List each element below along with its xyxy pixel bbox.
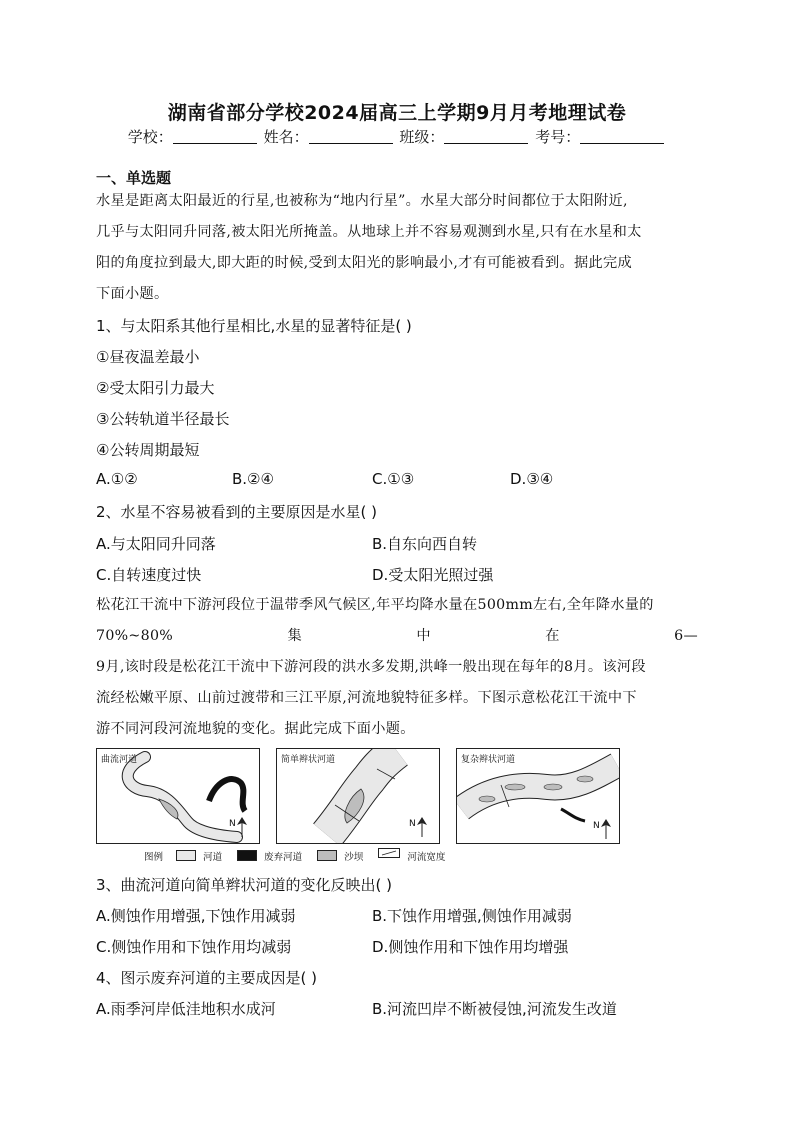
section-heading: 一、单选题	[96, 169, 172, 187]
north-arrow-icon	[415, 815, 429, 839]
passage-1	[96, 186, 698, 310]
river-width-icon	[378, 848, 400, 858]
panel-meandering	[96, 748, 260, 844]
q2-option-a[interactable]: A.与太阳同升同落	[96, 535, 216, 553]
passage-2	[96, 590, 698, 745]
passage-2-word: 集	[287, 628, 302, 644]
q3-stem: 3、曲流河道向简单辫状河道的变化反映出( )	[96, 876, 393, 894]
river-channel-figure	[96, 748, 622, 866]
q2-stem: 2、水星不容易被看到的主要原因是水星( )	[96, 503, 378, 521]
passage-2-line: 游不同河段河流地貌的变化。据此完成下面小题。	[96, 721, 415, 737]
north-arrow: N	[593, 821, 600, 831]
north-arrow-icon	[235, 815, 249, 839]
legend-swatch-abandoned	[237, 850, 257, 861]
north-arrow: N	[409, 819, 416, 829]
q1-item: ④公转周期最短	[96, 441, 200, 459]
name-blank[interactable]	[309, 129, 393, 144]
q1-item: ③公转轨道半径最长	[96, 410, 230, 428]
legend-title: 图例	[144, 851, 164, 863]
q3-option-a[interactable]: A.侧蚀作用增强,下蚀作用减弱	[96, 907, 296, 925]
passage-1-line: 水星是距离太阳最近的行星,也被称为“地内行星”。水星大部分时间都位于太阳附近,	[96, 193, 628, 209]
school-blank[interactable]	[173, 129, 257, 144]
north-arrow: N	[229, 819, 236, 829]
passage-2-justified-line	[96, 621, 698, 652]
school-label: 学校：	[127, 128, 173, 146]
panel-label: 简单辫状河道	[281, 755, 336, 765]
exam-no-blank[interactable]	[580, 129, 664, 144]
panel-label: 复杂辫状河道	[461, 755, 516, 765]
panel-complex-braided	[456, 748, 620, 844]
q2-option-d[interactable]: D.受太阳光照过强	[372, 566, 494, 584]
q1-option-a[interactable]: A.①②	[96, 470, 138, 488]
legend-item: 废弃河道	[264, 851, 303, 863]
q4-stem: 4、图示废弃河道的主要成因是( )	[96, 969, 318, 987]
legend-item: 沙坝	[344, 851, 364, 863]
exam-no-label: 考号：	[535, 128, 581, 146]
student-info-row	[0, 126, 794, 147]
passage-2-line: 流经松嫩平原、山前过渡带和三江平原,河流地貌特征多样。下图示意松花江干流中下	[96, 690, 637, 706]
q1-item: ②受太阳引力最大	[96, 379, 215, 397]
passage-2-line: 松花江干流中下游河段位于温带季风气候区,年平均降水量在500mm左右,全年降水量的	[96, 597, 654, 613]
passage-1-line: 下面小题。	[96, 286, 169, 302]
passage-2-line: 9月,该时段是松花江干流中下游河段的洪水多发期,洪峰一般出现在每年的8月。该河段	[96, 659, 646, 675]
passage-1-line: 几乎与太阳同升同落,被太阳光所掩盖。从地球上并不容易观测到水星,只有在水星和太	[96, 224, 642, 240]
q1-stem: 1、与太阳系其他行星相比,水星的显著特征是( )	[96, 317, 412, 335]
passage-1-line: 阳的角度拉到最大,即大距的时候,受到太阳光的影响最小,才有可能被看到。据此完成	[96, 255, 632, 271]
q1-option-c[interactable]: C.①③	[372, 470, 415, 488]
q3-option-b[interactable]: B.下蚀作用增强,侧蚀作用减弱	[372, 907, 572, 925]
q2-option-b[interactable]: B.自东向西自转	[372, 535, 478, 553]
panel-label: 曲流河道	[101, 755, 138, 765]
q3-option-d[interactable]: D.侧蚀作用和下蚀作用均增强	[372, 938, 569, 956]
q2-option-c[interactable]: C.自转速度过快	[96, 566, 202, 584]
panel-simple-braided	[276, 748, 440, 844]
class-blank[interactable]	[444, 129, 528, 144]
q1-option-b[interactable]: B.②④	[232, 470, 274, 488]
figure-legend	[144, 848, 445, 863]
class-label: 班级：	[399, 128, 445, 146]
exam-title: 湖南省部分学校2024届高三上学期9月月考地理试卷	[167, 102, 627, 124]
q4-option-b[interactable]: B.河流凹岸不断被侵蚀,河流发生改道	[372, 1000, 617, 1018]
legend-swatch-channel	[176, 850, 196, 861]
passage-2-word: 在	[545, 628, 560, 644]
passage-2-word: 70%~80%	[96, 628, 174, 644]
q4-option-a[interactable]: A.雨季河岸低洼地积水成河	[96, 1000, 276, 1018]
passage-2-word: 中	[416, 628, 431, 644]
q3-option-c[interactable]: C.侧蚀作用和下蚀作用均减弱	[96, 938, 292, 956]
north-arrow-icon	[599, 817, 613, 841]
legend-swatch-sandbar	[317, 850, 337, 861]
q1-item: ①昼夜温差最小	[96, 348, 200, 366]
legend-item: 河道	[203, 851, 223, 863]
name-label: 姓名：	[263, 128, 309, 146]
q1-option-d[interactable]: D.③④	[510, 470, 554, 488]
passage-2-word: 6—	[674, 628, 698, 644]
legend-item: 河流宽度	[407, 851, 446, 863]
